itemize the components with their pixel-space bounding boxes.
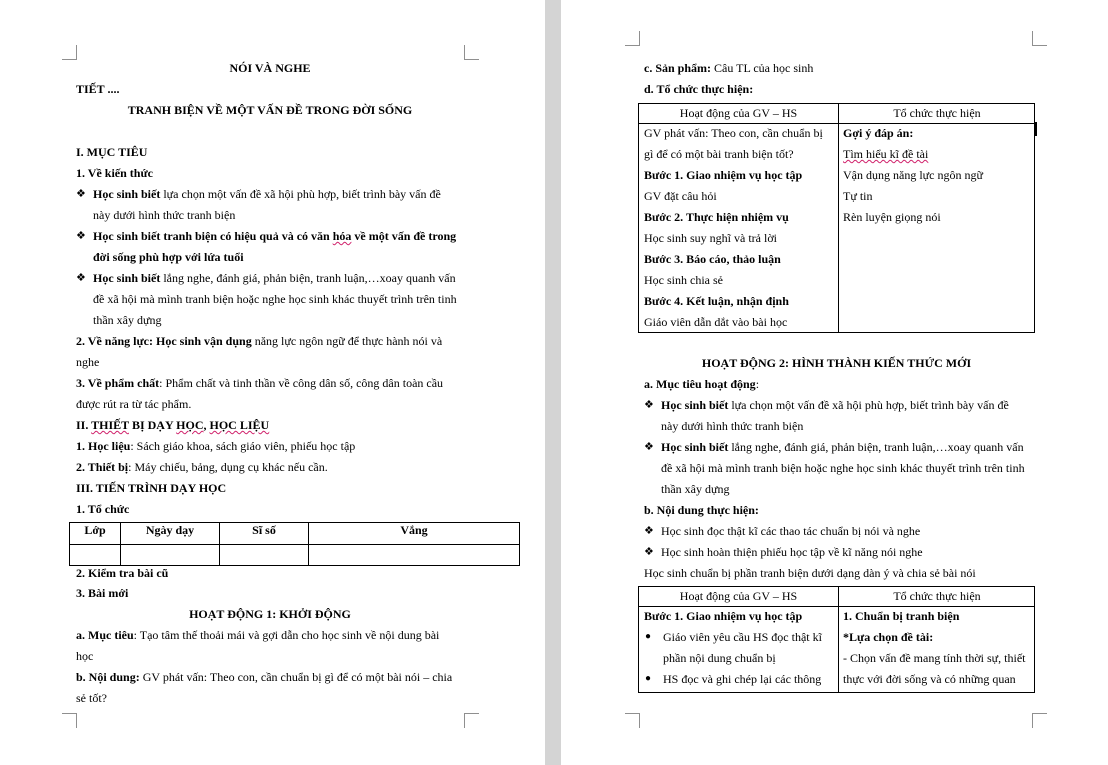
paragraph: Học sinh chuẩn bị phần tranh biện dưới dạng dàn ý và chia sẻ bài nói: [644, 566, 976, 580]
bullet-dot-icon: ●: [645, 673, 652, 684]
table-cell-text: Gợi ý đáp án:: [843, 126, 914, 140]
diamond-bullet-icon: ❖: [644, 546, 654, 558]
bullet-text: này dưới hình thức tranh biện: [661, 419, 804, 433]
crop-mark: [625, 31, 640, 46]
crop-mark: [62, 45, 77, 60]
bullet-text: Học sinh biết tranh biện có hiệu quả và có văn hóa về một vấn đề trong: [93, 229, 457, 243]
subsection-heading: 1. Về kiến thức: [76, 166, 153, 180]
paragraph: sẻ tốt?: [76, 691, 107, 705]
paragraph: a. Mục tiêu hoạt động:: [644, 377, 760, 391]
table-cell-text: Học sinh chia sẻ: [644, 273, 723, 287]
activity-table-1: [638, 103, 1035, 333]
paragraph: d. Tổ chức thực hiện:: [644, 82, 754, 96]
diamond-bullet-icon: ❖: [76, 188, 86, 200]
section-heading: III. TIẾN TRÌNH DẠY HỌC: [76, 481, 227, 495]
table-header: Hoạt động của GV – HS: [679, 106, 798, 120]
bullet-text: Học sinh biết lựa chọn một vấn đề xã hội phù hợp, biết trình bày vấn đề: [93, 187, 441, 201]
table-header: Tổ chức thực hiện: [893, 589, 981, 603]
bullet-text: thần xây dựng: [661, 482, 730, 496]
table-cell-text: Vận dụng năng lực ngôn ngữ: [843, 168, 983, 182]
table-cell-text: Tìm hiểu kĩ đề tài: [843, 147, 929, 161]
paragraph: 3. Về phẩm chất: Phẩm chất và tinh thần về công dân số, công dân toàn cầu: [76, 376, 444, 390]
lesson-title: TRANH BIỆN VỀ MỘT VẤN ĐỀ TRONG ĐỜI SỐNG: [127, 103, 413, 117]
table-cell-text: GV phát vấn: Theo con, cần chuẩn bị: [644, 126, 823, 140]
subsection-heading: 1. Tổ chức: [76, 502, 130, 516]
class-info-table: [69, 522, 520, 566]
table-cell-text: Bước 1. Giao nhiệm vụ học tập: [644, 168, 803, 182]
section-heading: I. MỤC TIÊU: [76, 145, 148, 159]
table-cell-text: Học sinh suy nghĩ và trả lời: [644, 231, 777, 245]
table-cell-text: gì để có một bài tranh biện tốt?: [644, 147, 794, 161]
section-heading: II. THIẾT BỊ DẠY HỌC, HỌC LIỆU: [76, 418, 270, 432]
bullet-text: Học sinh biết lựa chọn một vấn đề xã hội phù hợp, biết trình bày vấn đề: [661, 398, 1009, 412]
crop-mark: [62, 713, 77, 728]
diamond-bullet-icon: ❖: [644, 525, 654, 537]
bullet-text: đề xã hội mà mình tranh biện hoặc nghe học sinh khác thuyết trình trên tinh: [93, 292, 457, 306]
paragraph: học: [76, 649, 94, 663]
diamond-bullet-icon: ❖: [644, 441, 654, 453]
table-cell-text: Rèn luyện giọng nói: [843, 210, 941, 224]
table-header: Hoạt động của GV – HS: [679, 589, 798, 603]
paragraph: 2. Về năng lực: Học sinh vận dụng năng lực ngôn ngữ để thực hành nói và: [76, 334, 443, 348]
page-gutter: [545, 0, 561, 765]
bullet-text: đời sống phù hợp với lứa tuổi: [93, 250, 244, 264]
subsection-heading: 3. Bài mới: [76, 586, 129, 600]
crop-mark: [464, 45, 479, 60]
bullet-text: thần xây dựng: [93, 313, 162, 327]
table-cell-text: Giáo viên yêu cầu HS đọc thật kĩ: [663, 630, 822, 644]
table-cell-text: HS đọc và ghi chép lại các thông: [663, 672, 822, 686]
bullet-text: đề xã hội mà mình tranh biện hoặc nghe học sinh khác thuyết trình trên tinh: [661, 461, 1025, 475]
paragraph: b. Nội dung: GV phát vấn: Theo con, cần chuẩn bị gì để có một bài nói – chia: [76, 670, 453, 684]
table-header: Ngày dạy: [121, 523, 220, 545]
bullet-text: Học sinh biết lắng nghe, đánh giá, phản biện, tranh luận,…xoay quanh vấn: [661, 440, 1024, 454]
paragraph: nghe: [76, 355, 100, 369]
bullet-dot-icon: ●: [645, 631, 652, 642]
table-cell[interactable]: [70, 545, 121, 566]
page-heading: NÓI VÀ NGHE: [229, 61, 311, 75]
table-divider: [838, 104, 839, 332]
diamond-bullet-icon: ❖: [76, 230, 86, 242]
table-cell-text: Bước 4. Kết luận, nhận định: [644, 294, 789, 308]
text-cursor: [1035, 122, 1037, 136]
bullet-text: này dưới hình thức tranh biện: [93, 208, 236, 222]
table-header: Tổ chức thực hiện: [893, 106, 981, 120]
table-cell-text: Tự tin: [843, 189, 873, 203]
table-cell-text: phần nội dung chuẩn bị: [663, 651, 776, 665]
diamond-bullet-icon: ❖: [76, 272, 86, 284]
table-cell-text: *Lựa chọn đề tài:: [843, 630, 934, 644]
activity-heading: HOẠT ĐỘNG 1: KHỞI ĐỘNG: [189, 607, 351, 621]
table-cell[interactable]: [309, 545, 520, 566]
paragraph: b. Nội dung thực hiện:: [644, 503, 759, 517]
crop-mark: [1032, 713, 1047, 728]
bullet-text: Học sinh đọc thật kĩ các thao tác chuẩn bị nói và nghe: [661, 524, 921, 538]
lesson-number: TIẾT ....: [76, 82, 120, 96]
crop-mark: [464, 713, 479, 728]
diamond-bullet-icon: ❖: [644, 399, 654, 411]
bullet-text: Học sinh biết lắng nghe, đánh giá, phản biện, tranh luận,…xoay quanh vấn: [93, 271, 456, 285]
activity-heading: HOẠT ĐỘNG 2: HÌNH THÀNH KIẾN THỨC MỚI: [701, 356, 972, 370]
bullet-text: Học sinh hoàn thiện phiếu học tập về kĩ năng nói nghe: [661, 545, 923, 559]
table-cell-text: thực với đời sống và có những quan: [843, 672, 1016, 686]
crop-mark: [1032, 31, 1047, 46]
subsection-heading: 2. Kiểm tra bài cũ: [76, 566, 169, 580]
paragraph: 2. Thiết bị: Máy chiếu, bảng, dụng cụ khác nếu cần.: [76, 460, 328, 474]
paragraph: a. Mục tiêu: Tạo tâm thế thoải mái và gợi dẫn cho học sinh về nội dung bài: [76, 628, 440, 642]
document-page-1: [0, 0, 545, 765]
table-divider: [639, 606, 1034, 607]
table-cell-text: - Chọn vấn đề mang tính thời sự, thiết: [843, 651, 1026, 665]
paragraph: c. Sản phẩm: Câu TL của học sinh: [644, 61, 814, 75]
table-divider: [639, 123, 1034, 124]
table-cell-text: Bước 1. Giao nhiệm vụ học tập: [644, 609, 803, 623]
table-cell-text: Bước 2. Thực hiện nhiệm vụ: [644, 210, 789, 224]
paragraph: được rút ra từ tác phẩm.: [76, 397, 192, 411]
table-cell-text: Giáo viên dẫn dắt vào bài học: [644, 315, 788, 329]
table-cell-text: 1. Chuẩn bị tranh biện: [843, 609, 960, 623]
document-page-2: [561, 0, 1108, 765]
table-cell-text: GV đặt câu hỏi: [644, 189, 717, 203]
crop-mark: [625, 713, 640, 728]
activity-table-2: [638, 586, 1035, 693]
table-header: Lớp: [70, 523, 121, 545]
table-header: Sĩ số: [220, 523, 309, 545]
paragraph: 1. Học liệu: Sách giáo khoa, sách giáo viên, phiếu học tập: [76, 439, 356, 453]
table-cell[interactable]: [121, 545, 220, 566]
table-header: Vắng: [309, 523, 520, 545]
table-cell[interactable]: [220, 545, 309, 566]
table-cell-text: Bước 3. Báo cáo, thảo luận: [644, 252, 781, 266]
